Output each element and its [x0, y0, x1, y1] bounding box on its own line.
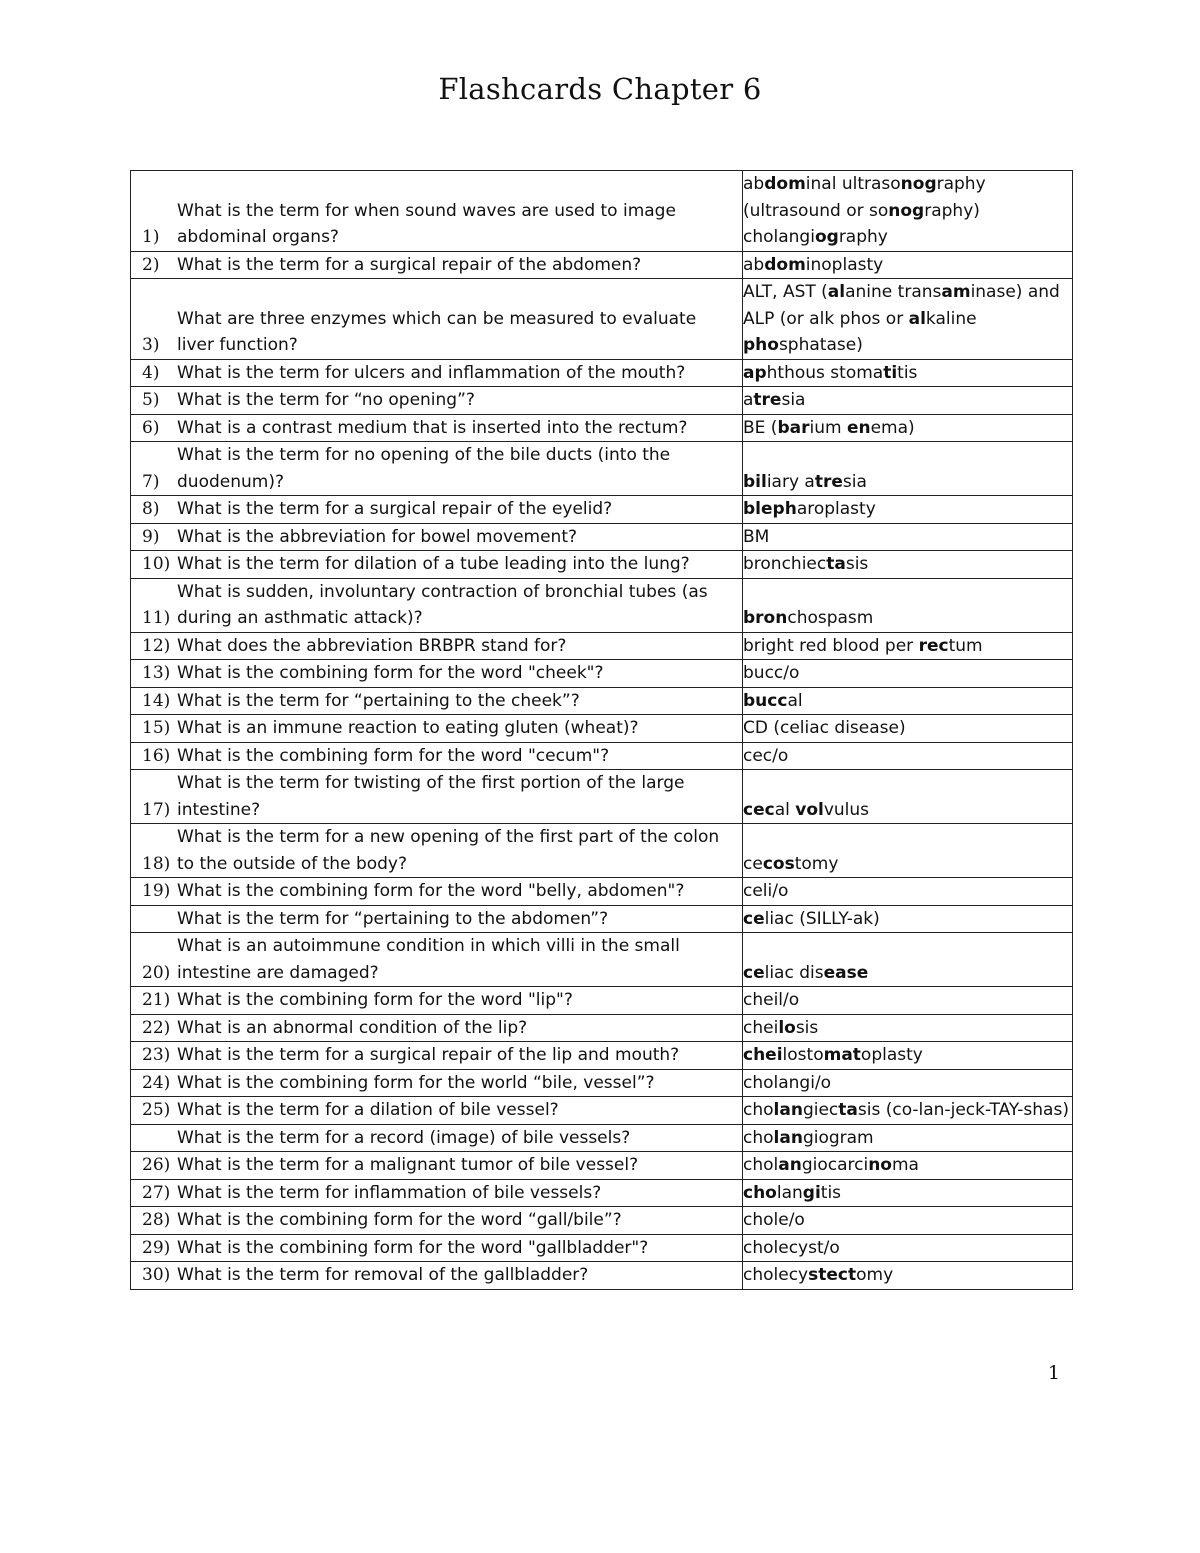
- answer-text: blepharoplasty: [743, 499, 876, 519]
- answer-cell: [743, 987, 1073, 1015]
- question-number: 27): [142, 1182, 171, 1203]
- question-number: 18): [142, 853, 171, 874]
- answer-cell: [743, 1234, 1073, 1262]
- answer-text: cheil/o: [743, 990, 800, 1010]
- answer-text: ALT, AST (alanine transaminase) and ALP (or alk phos or alkaline phosphatase): [743, 282, 1060, 355]
- answer-cell: [743, 279, 1073, 360]
- question-number: 29): [142, 1237, 171, 1258]
- page-title: Flashcards Chapter 6: [438, 72, 762, 106]
- question-text: What is the term for a surgical repair of the eyelid?: [177, 499, 613, 519]
- question-cell: [131, 1014, 743, 1042]
- answer-cell: [743, 1042, 1073, 1070]
- answer-text: CD (celiac disease): [743, 718, 906, 738]
- question-text: What is an immune reaction to eating gluten (wheat)?: [177, 718, 639, 738]
- question-number: 4): [142, 362, 160, 383]
- question-cell: [131, 442, 743, 496]
- flashcard-row: [131, 1179, 1073, 1207]
- question-text: What is the combining form for the word "belly, abdomen"?: [177, 881, 685, 901]
- question-number: 13): [142, 663, 171, 683]
- question-number: 12): [142, 635, 171, 656]
- flashcard-row: [131, 715, 1073, 743]
- flashcard-row: [131, 1097, 1073, 1125]
- answer-text: biliary atresia: [743, 471, 867, 492]
- answer-cell: [743, 1014, 1073, 1042]
- answer-text: BM: [743, 526, 770, 547]
- question-cell: [131, 660, 743, 688]
- question-cell: [131, 171, 743, 252]
- question-number: 30): [142, 1265, 171, 1285]
- question-cell: [131, 687, 743, 715]
- answer-cell: [743, 687, 1073, 715]
- flashcard-row: [131, 878, 1073, 906]
- flashcard-row: [131, 171, 1073, 252]
- flashcard-row: [131, 770, 1073, 824]
- question-number: 2): [142, 254, 160, 275]
- answer-cell: [743, 715, 1073, 743]
- question-number: 22): [142, 1017, 171, 1038]
- flashcard-row: [131, 359, 1073, 387]
- answer-cell: [743, 1069, 1073, 1097]
- answer-text: cecal volvulus: [743, 799, 870, 820]
- question-number: 23): [142, 1045, 171, 1065]
- question-text: What does the abbreviation BRBPR stand for?: [177, 635, 567, 656]
- answer-text: bronchiectasis: [743, 554, 869, 574]
- question-cell: [131, 933, 743, 987]
- question-cell: [131, 279, 743, 360]
- question-number: 5): [142, 390, 160, 410]
- answer-text: cholangitis: [743, 1182, 842, 1203]
- question-cell: [131, 1069, 743, 1097]
- answer-cell: [743, 1179, 1073, 1207]
- answer-text: cheilostomatoplasty: [743, 1045, 923, 1065]
- question-number: 9): [142, 526, 160, 547]
- answer-text: cholangiogram: [743, 1127, 874, 1148]
- flashcard-row: [131, 523, 1073, 551]
- question-number: 20): [142, 962, 171, 983]
- answer-text: cecostomy: [743, 853, 839, 874]
- answer-text: abdominal ultrasonography (ultrasound or sonography) cholangiography: [743, 174, 986, 247]
- question-number: 17): [142, 799, 171, 820]
- question-text: What is the combining form for the word “gall/bile”?: [177, 1210, 622, 1230]
- flashcard-row: [131, 933, 1073, 987]
- answer-cell: [743, 387, 1073, 415]
- page-number: 1: [1047, 1362, 1060, 1384]
- question-text: What is a contrast medium that is inserted into the rectum?: [177, 417, 688, 438]
- question-text: What is the term for a surgical repair of the lip and mouth?: [177, 1045, 680, 1065]
- question-number: 24): [142, 1072, 171, 1093]
- answer-cell: [743, 632, 1073, 660]
- question-cell: [131, 905, 743, 933]
- flashcard-table: [130, 170, 1073, 1290]
- answer-text: bronchospasm: [743, 608, 874, 628]
- answer-text: abdominoplasty: [743, 254, 884, 275]
- question-text: What is sudden, involuntary contraction of bronchial tubes (as during an asthmatic attack)?: [177, 581, 708, 628]
- answer-cell: [743, 878, 1073, 906]
- flashcard-row: [131, 660, 1073, 688]
- question-text: What is an autoimmune condition in which villi in the small intestine are damaged?: [177, 936, 680, 983]
- question-cell: [131, 523, 743, 551]
- question-cell: [131, 1152, 743, 1180]
- flashcard-row: [131, 496, 1073, 524]
- question-text: What is the term for no opening of the bile ducts (into the duodenum)?: [177, 445, 671, 492]
- question-text: What is the term for removal of the gallbladder?: [177, 1265, 589, 1285]
- answer-text: cholecyst/o: [743, 1237, 840, 1258]
- answer-text: celiac (SILLY-ak): [743, 908, 880, 929]
- question-number: 15): [142, 718, 171, 738]
- flashcard-row: [131, 1069, 1073, 1097]
- answer-cell: [743, 578, 1073, 632]
- question-text: What is an abnormal condition of the lip?: [177, 1017, 528, 1038]
- flashcard-row: [131, 279, 1073, 360]
- question-number: 11): [142, 608, 171, 628]
- question-number: 7): [142, 471, 160, 492]
- question-number: 3): [142, 335, 160, 355]
- flashcard-row: [131, 578, 1073, 632]
- answer-text: BE (barium enema): [743, 417, 915, 438]
- question-cell: [131, 578, 743, 632]
- question-cell: [131, 742, 743, 770]
- question-cell: [131, 987, 743, 1015]
- answer-cell: [743, 933, 1073, 987]
- question-number: 26): [142, 1155, 171, 1175]
- flashcard-row: [131, 1014, 1073, 1042]
- flashcard-row: [131, 1207, 1073, 1235]
- flashcard-row: [131, 824, 1073, 878]
- flashcard-row: [131, 1262, 1073, 1290]
- answer-cell: [743, 1124, 1073, 1152]
- question-text: What is the combining form for the word "gallbladder"?: [177, 1237, 649, 1258]
- question-text: What is the term for a new opening of the first part of the colon to the outside of the body?: [177, 827, 720, 874]
- answer-cell: [743, 824, 1073, 878]
- answer-text: cholecystectomy: [743, 1265, 894, 1285]
- flashcard-row: [131, 742, 1073, 770]
- answer-text: cec/o: [743, 745, 789, 766]
- question-cell: [131, 770, 743, 824]
- question-cell: [131, 715, 743, 743]
- answer-cell: [743, 359, 1073, 387]
- question-text: What is the term for “pertaining to the abdomen”?: [177, 908, 609, 929]
- question-number: 14): [142, 690, 171, 711]
- question-text: What is the term for dilation of a tube leading into the lung?: [177, 554, 690, 574]
- question-cell: [131, 824, 743, 878]
- question-cell: [131, 1234, 743, 1262]
- answer-cell: [743, 1152, 1073, 1180]
- question-text: What is the term for “no opening”?: [177, 390, 475, 410]
- question-number: 6): [142, 417, 160, 438]
- answer-cell: [743, 442, 1073, 496]
- question-text: What is the term for “pertaining to the cheek”?: [177, 690, 580, 711]
- flashcard-row: [131, 987, 1073, 1015]
- question-cell: [131, 414, 743, 442]
- question-cell: [131, 1207, 743, 1235]
- flashcard-row: [131, 632, 1073, 660]
- question-cell: [131, 387, 743, 415]
- answer-cell: [743, 770, 1073, 824]
- question-number: 16): [142, 745, 171, 766]
- question-cell: [131, 1179, 743, 1207]
- answer-cell: [743, 660, 1073, 688]
- answer-text: cholangiectasis (co-lan-jeck-TAY-shas): [743, 1100, 1069, 1120]
- question-number: 21): [142, 990, 171, 1010]
- answer-cell: [743, 171, 1073, 252]
- answer-cell: [743, 251, 1073, 279]
- question-cell: [131, 251, 743, 279]
- answer-text: bucc/o: [743, 663, 800, 683]
- question-cell: [131, 632, 743, 660]
- question-text: What is the abbreviation for bowel movement?: [177, 526, 578, 547]
- answer-cell: [743, 414, 1073, 442]
- answer-cell: [743, 1262, 1073, 1290]
- answer-cell: [743, 742, 1073, 770]
- question-number: 8): [142, 499, 160, 519]
- question-text: What is the term for a malignant tumor of bile vessel?: [177, 1155, 639, 1175]
- flashcard-row: [131, 905, 1073, 933]
- answer-cell: [743, 1207, 1073, 1235]
- question-cell: [131, 359, 743, 387]
- flashcard-row: [131, 1234, 1073, 1262]
- question-cell: [131, 1097, 743, 1125]
- flashcard-row: [131, 414, 1073, 442]
- answer-text: cholangiocarcinoma: [743, 1155, 919, 1175]
- flashcard-row: [131, 551, 1073, 579]
- answer-cell: [743, 496, 1073, 524]
- question-text: What is the combining form for the word "cheek"?: [177, 663, 604, 683]
- flashcard-row: [131, 1042, 1073, 1070]
- answer-cell: [743, 551, 1073, 579]
- question-number: 19): [142, 881, 171, 901]
- answer-text: cholangi/o: [743, 1072, 832, 1093]
- question-text: What is the term for when sound waves are used to image abdominal organs?: [177, 200, 676, 247]
- question-cell: [131, 1124, 743, 1152]
- answer-text: celiac disease: [743, 962, 869, 983]
- answer-cell: [743, 523, 1073, 551]
- answer-text: buccal: [743, 690, 803, 711]
- question-text: What is the combining form for the world “bile, vessel”?: [177, 1072, 655, 1093]
- flashcard-row: [131, 1152, 1073, 1180]
- question-text: What is the combining form for the word "cecum"?: [177, 745, 610, 766]
- question-text: What is the term for inflammation of bile vessels?: [177, 1182, 602, 1203]
- question-number: 1): [142, 227, 160, 247]
- answer-text: cheilosis: [743, 1017, 819, 1038]
- question-cell: [131, 878, 743, 906]
- flashcard-row: [131, 251, 1073, 279]
- question-cell: [131, 496, 743, 524]
- answer-cell: [743, 1097, 1073, 1125]
- answer-cell: [743, 905, 1073, 933]
- flashcard-row: [131, 387, 1073, 415]
- answer-text: atresia: [743, 390, 806, 410]
- answer-text: bright red blood per rectum: [743, 635, 983, 656]
- question-text: What are three enzymes which can be measured to evaluate liver function?: [177, 308, 697, 355]
- flashcard-row: [131, 442, 1073, 496]
- question-text: What is the term for twisting of the first portion of the large intestine?: [177, 773, 685, 820]
- flashcard-row: [131, 687, 1073, 715]
- question-text: What is the combining form for the word "lip"?: [177, 990, 573, 1010]
- question-text: What is the term for a dilation of bile vessel?: [177, 1100, 559, 1120]
- question-number: 28): [142, 1210, 171, 1230]
- question-text: What is the term for ulcers and inflammation of the mouth?: [177, 362, 686, 383]
- question-text: What is the term for a surgical repair of the abdomen?: [177, 254, 642, 275]
- question-number: 25): [142, 1100, 171, 1120]
- question-cell: [131, 1042, 743, 1070]
- answer-text: celi/o: [743, 881, 789, 901]
- question-cell: [131, 1262, 743, 1290]
- answer-text: aphthous stomatitis: [743, 362, 918, 383]
- question-cell: [131, 551, 743, 579]
- question-number: 10): [142, 554, 171, 574]
- answer-text: chole/o: [743, 1210, 805, 1230]
- flashcard-row: [131, 1124, 1073, 1152]
- question-text: What is the term for a record (image) of bile vessels?: [177, 1127, 631, 1148]
